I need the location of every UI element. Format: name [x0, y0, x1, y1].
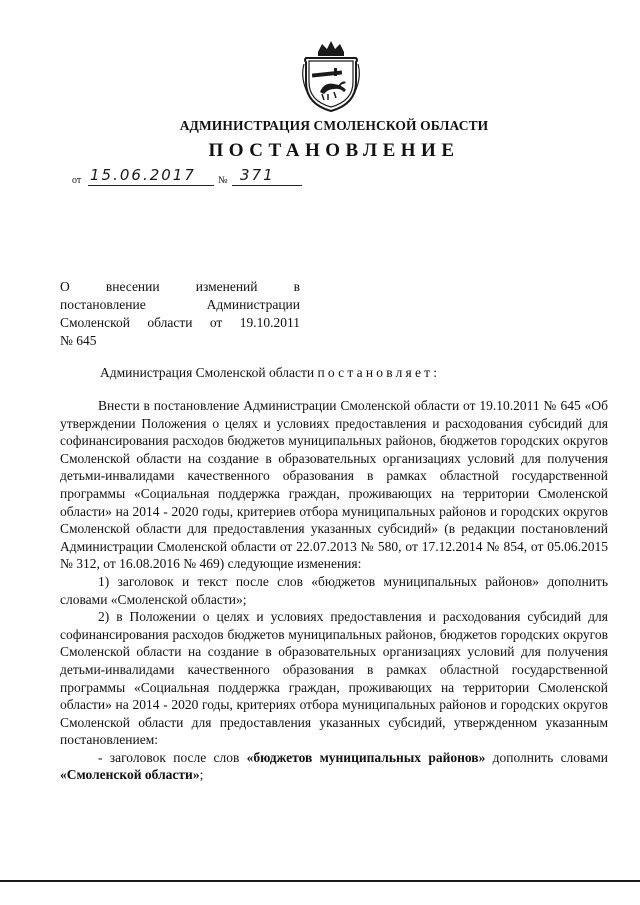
document-body	[60, 397, 608, 784]
body-item-2: 2) в Положении о целях и условиях предоставления и расходования субсидий для софинансирования расходов бюджетов муниципальных районов, бюджетов городских округов Смоленской области на создание в образовательных организациях условий для получения детьми-инвалидами качественного образования в рамках областной государственной программы «Социальная поддержка граждан, проживающих на территории Смоленской области» на 2014 - 2020 годы, критериях отбора муниципальных районов и городских округов Смоленской области для предоставления указанных субсидий, утвержденном указанным постановлением:	[60, 609, 608, 748]
subject-line: Смоленской области от 19.10.2011	[60, 315, 300, 330]
body-paragraph-main: Внести в постановление Администрации Смоленской области от 19.10.2011 № 645 «Об утверждении Положения о целях и условиях предоставления и расходования субсидий для софинансирования расходов бюджетов муниципальных районов, бюджетов городских округов Смоленской области на создание в образовательных организациях условий для получения детьми-инвалидами качественного образования в рамках областной государственной программы «Социальная поддержка граждан, проживающих на территории Смоленской области» на 2014 - 2020 годы, критериев отбора муниципальных районов и городских округов Смоленской области для предоставления указанных субсидий» (в редакции постановлений Администрации Смоленской области от 22.07.2013 № 580, от 17.12.2014 № 854, от 05.06.2015 № 312, от 16.08.2016 № 469) следующие изменения:	[60, 398, 608, 572]
body-item-1: 1) заголовок и текст после слов «бюджетов муниципальных районов» дополнить словами «Смоленской области»;	[60, 573, 608, 607]
item3-suffix: ;	[199, 767, 204, 783]
subject-line: О внесении изменений в	[60, 279, 300, 294]
document-subject	[60, 278, 300, 350]
item3-bold-phrase: «бюджетов муниципальных районов»	[246, 749, 486, 765]
smolensk-coat-of-arms-emblem	[300, 38, 362, 114]
preamble-action: постановляет:	[317, 365, 441, 380]
preamble-lead: Администрация Смоленской области	[100, 365, 318, 380]
item3-middle: дополнить словами	[485, 749, 608, 765]
document-date: 15.06.2017	[90, 166, 196, 184]
body-item-3	[60, 749, 608, 784]
preamble	[100, 365, 440, 381]
date-number-line	[72, 167, 332, 189]
document-type-title: ПОСТАНОВЛЕНИЕ	[208, 140, 460, 161]
number-underline	[232, 185, 302, 186]
number-label: №	[218, 175, 228, 186]
date-underline	[88, 185, 214, 186]
item3-prefix: - заголовок после слов	[98, 749, 247, 765]
page-bottom-rule	[0, 880, 640, 882]
date-from-label: от	[72, 175, 82, 186]
organization-title: АДМИНИСТРАЦИЯ СМОЛЕНСКОЙ ОБЛАСТИ	[179, 118, 489, 133]
item3-bold-phrase: «Смоленской области»	[60, 767, 200, 783]
subject-line: постановление Администрации	[60, 297, 300, 312]
document-number: 371	[240, 166, 275, 184]
subject-line: № 645	[60, 333, 97, 348]
